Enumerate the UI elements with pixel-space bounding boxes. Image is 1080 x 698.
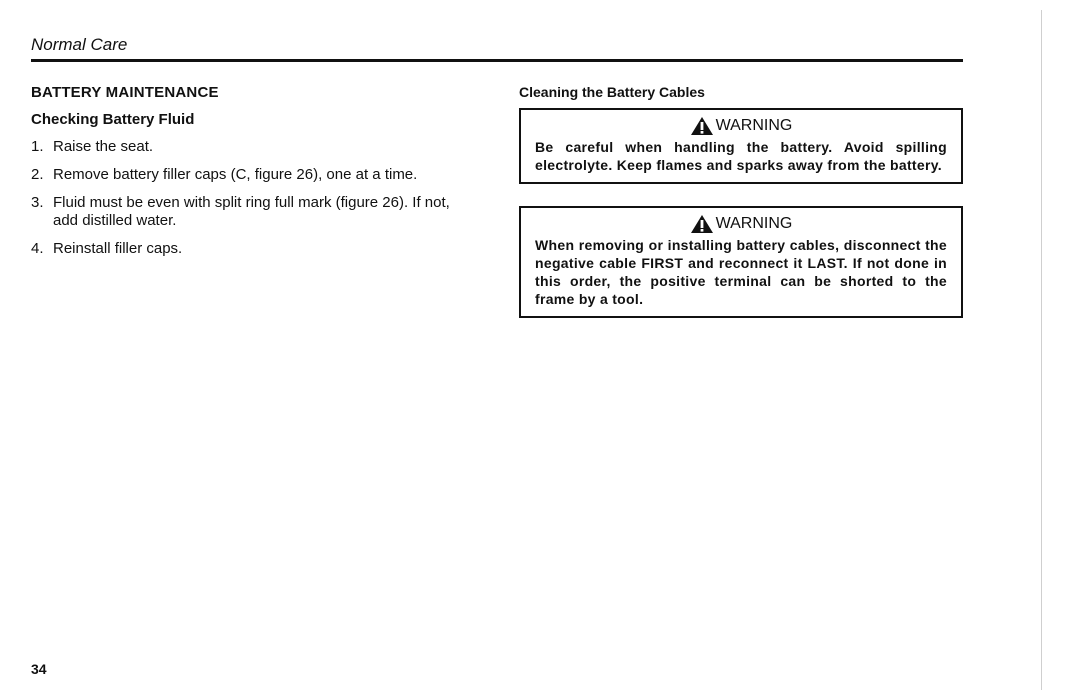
section-title: Normal Care [31,35,128,54]
step-number: 4. [31,240,44,257]
cleaning-cables-heading: Cleaning the Battery Cables [519,84,705,100]
step-text: Remove battery filler caps (C, figure 26), one at a time. [53,166,418,183]
step-number: 2. [31,166,44,183]
steps-list [31,138,471,258]
warning-box [519,206,963,318]
left-column [31,84,471,268]
warning-label: WARNING [715,215,793,232]
step-text: Raise the seat. [53,138,154,155]
page-number: 34 [31,661,47,677]
step-text: Reinstall filler caps. [53,240,183,257]
step-item [31,138,471,156]
warning-triangle-icon [690,214,714,234]
step-number: 1. [31,138,44,155]
scan-edge-line [1041,10,1042,690]
step-item [31,240,471,258]
warning-triangle-icon [690,116,714,136]
warning-text: When removing or installing battery cables, disconnect the negative cable FIRST and reconnect it LAST. If not done in this order, the positive terminal can be shorted to the frame by a tool. [535,237,947,307]
header-rule [31,59,963,62]
battery-maintenance-heading: BATTERY MAINTENANCE [31,84,219,101]
right-column [519,84,965,318]
step-item [31,194,471,230]
step-text: Fluid must be even with split ring full mark (figure 26). If not, add distilled water. [53,194,450,229]
warning-text: Be careful when handling the battery. Avoid spilling electrolyte. Keep flames and sparks away from the battery. [535,139,947,173]
warning-header [535,214,947,234]
warning-label: WARNING [715,117,793,134]
warning-header [535,116,947,136]
step-number: 3. [31,194,44,211]
checking-fluid-subheading: Checking Battery Fluid [31,111,195,128]
step-item [31,166,471,184]
warning-box [519,108,963,184]
